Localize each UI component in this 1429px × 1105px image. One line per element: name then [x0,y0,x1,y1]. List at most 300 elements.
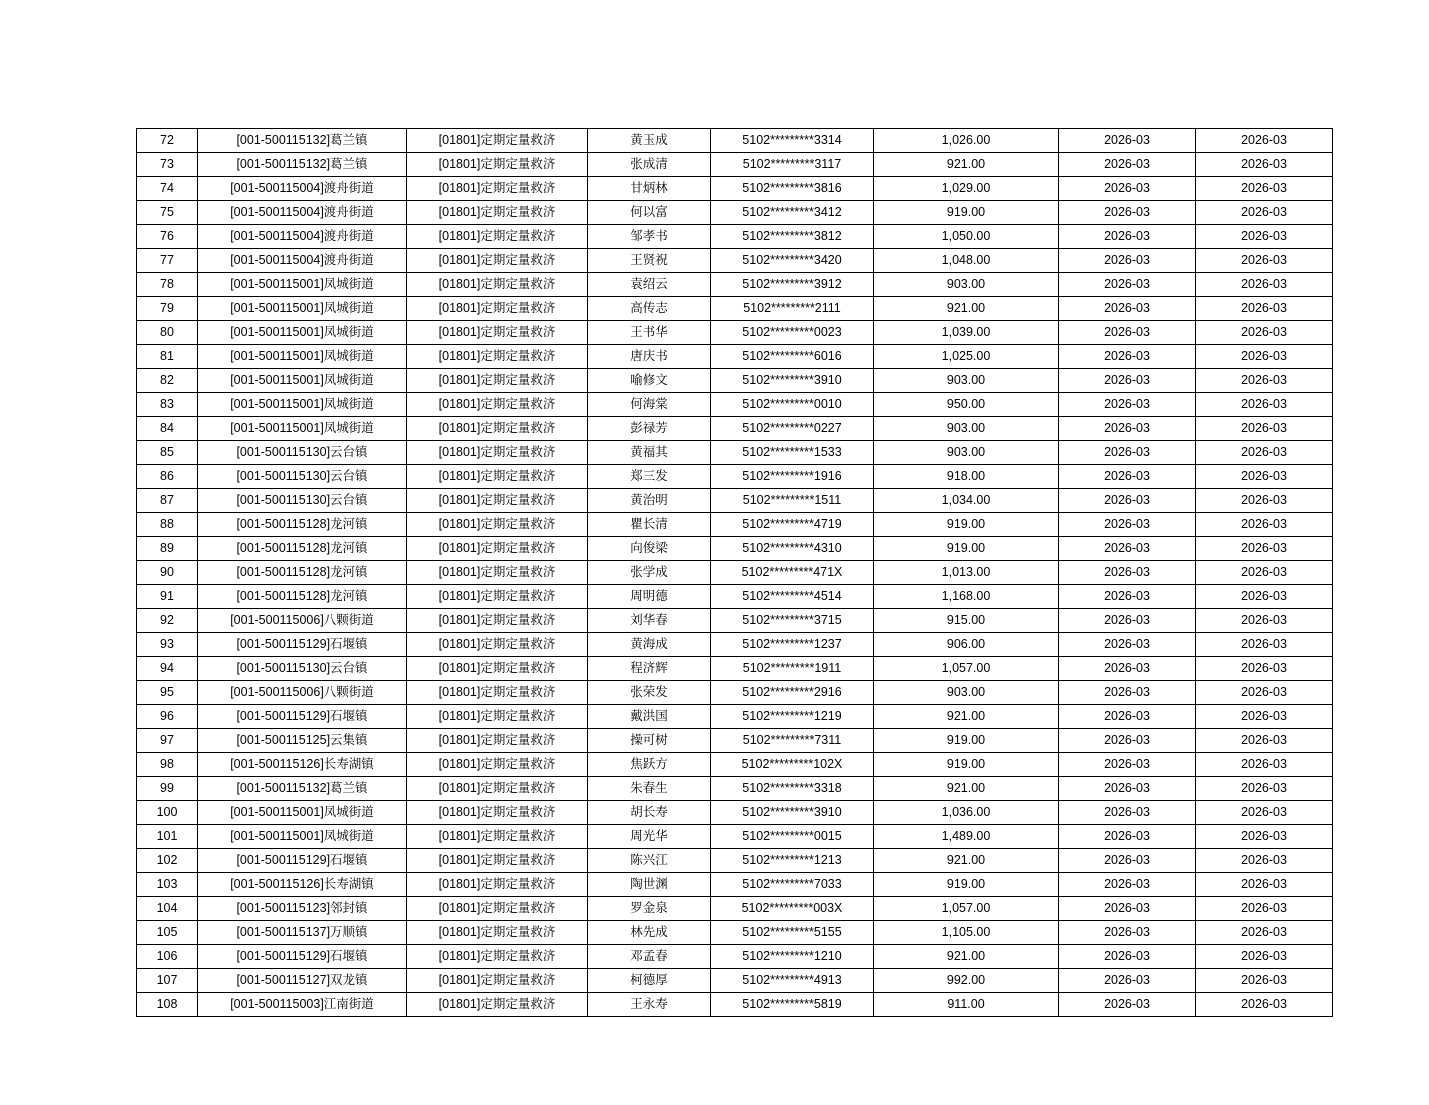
row-month-end: 2026-03 [1196,945,1333,969]
row-month-end: 2026-03 [1196,561,1333,585]
row-id-number: 5102*********4719 [711,513,874,537]
table-row [137,897,1333,921]
row-amount: 903.00 [874,273,1059,297]
row-relief-type: [01801]定期定量救济 [407,225,588,249]
row-person-name: 周光华 [588,825,711,849]
row-area: [001-500115001]凤城街道 [198,273,407,297]
row-amount: 919.00 [874,753,1059,777]
table-row [137,177,1333,201]
row-relief-type: [01801]定期定量救济 [407,777,588,801]
row-month-start: 2026-03 [1059,441,1196,465]
row-month-end: 2026-03 [1196,537,1333,561]
row-relief-type: [01801]定期定量救济 [407,465,588,489]
row-relief-type: [01801]定期定量救济 [407,873,588,897]
row-relief-type: [01801]定期定量救济 [407,489,588,513]
row-relief-type: [01801]定期定量救济 [407,417,588,441]
row-relief-type: [01801]定期定量救济 [407,633,588,657]
row-month-end: 2026-03 [1196,393,1333,417]
row-month-end: 2026-03 [1196,633,1333,657]
table-row [137,705,1333,729]
row-month-start: 2026-03 [1059,153,1196,177]
row-person-name: 林先成 [588,921,711,945]
table-row [137,777,1333,801]
row-person-name: 王书华 [588,321,711,345]
row-area: [001-500115001]凤城街道 [198,345,407,369]
row-month-start: 2026-03 [1059,729,1196,753]
row-amount: 992.00 [874,969,1059,993]
row-relief-type: [01801]定期定量救济 [407,441,588,465]
row-month-start: 2026-03 [1059,513,1196,537]
row-month-start: 2026-03 [1059,753,1196,777]
row-person-name: 高传志 [588,297,711,321]
table-row [137,801,1333,825]
row-amount: 911.00 [874,993,1059,1017]
row-id-number: 5102*********003X [711,897,874,921]
row-month-start: 2026-03 [1059,657,1196,681]
row-relief-type: [01801]定期定量救济 [407,345,588,369]
row-id-number: 5102*********0227 [711,417,874,441]
row-id-number: 5102*********1213 [711,849,874,873]
table-row [137,393,1333,417]
row-id-number: 5102*********3420 [711,249,874,273]
row-person-name: 操可树 [588,729,711,753]
row-area: [001-500115129]石堰镇 [198,705,407,729]
row-person-name: 唐庆书 [588,345,711,369]
row-month-start: 2026-03 [1059,633,1196,657]
table-row [137,273,1333,297]
row-area: [001-500115130]云台镇 [198,657,407,681]
table-row [137,465,1333,489]
row-relief-type: [01801]定期定量救济 [407,705,588,729]
row-month-end: 2026-03 [1196,801,1333,825]
row-person-name: 柯德厚 [588,969,711,993]
row-relief-type: [01801]定期定量救济 [407,369,588,393]
row-month-start: 2026-03 [1059,897,1196,921]
row-index: 76 [137,225,198,249]
row-index: 93 [137,633,198,657]
row-person-name: 戴洪国 [588,705,711,729]
row-relief-type: [01801]定期定量救济 [407,801,588,825]
table-row [137,585,1333,609]
row-month-end: 2026-03 [1196,585,1333,609]
row-amount: 1,036.00 [874,801,1059,825]
row-relief-type: [01801]定期定量救济 [407,537,588,561]
table-row [137,153,1333,177]
row-amount: 1,168.00 [874,585,1059,609]
row-amount: 1,057.00 [874,657,1059,681]
row-area: [001-500115130]云台镇 [198,465,407,489]
table-row [137,969,1333,993]
row-id-number: 5102*********0015 [711,825,874,849]
row-id-number: 5102*********3912 [711,273,874,297]
row-area: [001-500115129]石堰镇 [198,945,407,969]
row-amount: 921.00 [874,849,1059,873]
row-id-number: 5102*********3318 [711,777,874,801]
row-id-number: 5102*********1533 [711,441,874,465]
row-month-start: 2026-03 [1059,801,1196,825]
row-person-name: 张成清 [588,153,711,177]
row-index: 89 [137,537,198,561]
row-index: 95 [137,681,198,705]
row-person-name: 程济辉 [588,657,711,681]
row-area: [001-500115128]龙河镇 [198,561,407,585]
row-amount: 921.00 [874,153,1059,177]
table-row [137,537,1333,561]
row-id-number: 5102*********4913 [711,969,874,993]
table-row [137,945,1333,969]
row-month-start: 2026-03 [1059,369,1196,393]
table-row [137,345,1333,369]
row-month-end: 2026-03 [1196,369,1333,393]
row-amount: 919.00 [874,873,1059,897]
row-person-name: 黄治明 [588,489,711,513]
row-month-end: 2026-03 [1196,417,1333,441]
row-id-number: 5102*********5155 [711,921,874,945]
row-month-start: 2026-03 [1059,945,1196,969]
row-relief-type: [01801]定期定量救济 [407,849,588,873]
row-relief-type: [01801]定期定量救济 [407,969,588,993]
row-id-number: 5102*********1210 [711,945,874,969]
row-amount: 1,048.00 [874,249,1059,273]
row-index: 96 [137,705,198,729]
row-area: [001-500115130]云台镇 [198,489,407,513]
row-relief-type: [01801]定期定量救济 [407,681,588,705]
row-month-end: 2026-03 [1196,609,1333,633]
row-person-name: 朱春生 [588,777,711,801]
row-area: [001-500115126]长寿湖镇 [198,753,407,777]
row-month-start: 2026-03 [1059,225,1196,249]
row-area: [001-500115126]长寿湖镇 [198,873,407,897]
row-id-number: 5102*********3812 [711,225,874,249]
table-body [137,129,1333,1017]
row-amount: 921.00 [874,705,1059,729]
row-amount: 950.00 [874,393,1059,417]
row-id-number: 5102*********3117 [711,153,874,177]
row-relief-type: [01801]定期定量救济 [407,921,588,945]
row-amount: 1,034.00 [874,489,1059,513]
row-month-end: 2026-03 [1196,777,1333,801]
row-id-number: 5102*********3816 [711,177,874,201]
row-relief-type: [01801]定期定量救济 [407,297,588,321]
row-area: [001-500115001]凤城街道 [198,801,407,825]
row-area: [001-500115006]八颗街道 [198,609,407,633]
table-row [137,561,1333,585]
row-month-end: 2026-03 [1196,321,1333,345]
row-month-start: 2026-03 [1059,129,1196,153]
row-month-start: 2026-03 [1059,969,1196,993]
row-month-end: 2026-03 [1196,177,1333,201]
row-person-name: 黄海成 [588,633,711,657]
row-month-start: 2026-03 [1059,609,1196,633]
row-amount: 921.00 [874,297,1059,321]
row-month-start: 2026-03 [1059,273,1196,297]
row-area: [001-500115132]葛兰镇 [198,777,407,801]
table-row [137,441,1333,465]
table-row [137,417,1333,441]
row-person-name: 邹孝书 [588,225,711,249]
row-relief-type: [01801]定期定量救济 [407,513,588,537]
row-index: 75 [137,201,198,225]
table-row [137,633,1333,657]
row-month-end: 2026-03 [1196,225,1333,249]
row-id-number: 5102*********1237 [711,633,874,657]
row-relief-type: [01801]定期定量救济 [407,729,588,753]
table-row [137,849,1333,873]
row-index: 87 [137,489,198,513]
row-amount: 1,489.00 [874,825,1059,849]
row-month-start: 2026-03 [1059,993,1196,1017]
row-id-number: 5102*********6016 [711,345,874,369]
row-month-end: 2026-03 [1196,153,1333,177]
row-amount: 903.00 [874,441,1059,465]
row-area: [001-500115004]渡舟街道 [198,225,407,249]
row-index: 100 [137,801,198,825]
row-relief-type: [01801]定期定量救济 [407,249,588,273]
row-amount: 903.00 [874,681,1059,705]
row-id-number: 5102*********1511 [711,489,874,513]
row-month-start: 2026-03 [1059,393,1196,417]
row-area: [001-500115132]葛兰镇 [198,153,407,177]
row-index: 99 [137,777,198,801]
row-relief-type: [01801]定期定量救济 [407,993,588,1017]
row-person-name: 黄玉成 [588,129,711,153]
row-person-name: 何海棠 [588,393,711,417]
row-month-end: 2026-03 [1196,297,1333,321]
row-relief-type: [01801]定期定量救济 [407,753,588,777]
row-id-number: 5102*********4310 [711,537,874,561]
row-amount: 1,026.00 [874,129,1059,153]
row-id-number: 5102*********102X [711,753,874,777]
row-amount: 1,025.00 [874,345,1059,369]
table-row [137,729,1333,753]
row-month-start: 2026-03 [1059,681,1196,705]
row-area: [001-500115130]云台镇 [198,441,407,465]
row-month-start: 2026-03 [1059,489,1196,513]
row-month-end: 2026-03 [1196,513,1333,537]
row-person-name: 周明德 [588,585,711,609]
row-person-name: 瞿长清 [588,513,711,537]
row-month-end: 2026-03 [1196,921,1333,945]
row-id-number: 5102*********3910 [711,369,874,393]
row-amount: 1,050.00 [874,225,1059,249]
relief-payments-table [136,128,1333,1017]
row-person-name: 郑三发 [588,465,711,489]
row-month-start: 2026-03 [1059,297,1196,321]
row-index: 84 [137,417,198,441]
row-area: [001-500115004]渡舟街道 [198,201,407,225]
row-amount: 919.00 [874,729,1059,753]
row-index: 108 [137,993,198,1017]
row-id-number: 5102*********471X [711,561,874,585]
row-month-start: 2026-03 [1059,849,1196,873]
row-index: 103 [137,873,198,897]
row-person-name: 陈兴江 [588,849,711,873]
row-amount: 1,029.00 [874,177,1059,201]
table-row [137,225,1333,249]
row-index: 82 [137,369,198,393]
data-table-container [136,128,1292,1017]
row-month-end: 2026-03 [1196,873,1333,897]
row-area: [001-500115132]葛兰镇 [198,129,407,153]
row-month-start: 2026-03 [1059,873,1196,897]
row-month-end: 2026-03 [1196,129,1333,153]
row-area: [001-500115006]八颗街道 [198,681,407,705]
row-month-start: 2026-03 [1059,561,1196,585]
row-area: [001-500115123]邻封镇 [198,897,407,921]
row-index: 90 [137,561,198,585]
table-row [137,873,1333,897]
row-person-name: 邓孟春 [588,945,711,969]
row-area: [001-500115128]龙河镇 [198,537,407,561]
row-amount: 903.00 [874,417,1059,441]
row-person-name: 向俊梁 [588,537,711,561]
row-area: [001-500115001]凤城街道 [198,825,407,849]
row-month-end: 2026-03 [1196,249,1333,273]
row-person-name: 甘炳林 [588,177,711,201]
row-person-name: 王永寿 [588,993,711,1017]
row-month-end: 2026-03 [1196,657,1333,681]
row-person-name: 彭禄芳 [588,417,711,441]
row-relief-type: [01801]定期定量救济 [407,825,588,849]
row-relief-type: [01801]定期定量救济 [407,321,588,345]
row-id-number: 5102*********2916 [711,681,874,705]
row-month-start: 2026-03 [1059,201,1196,225]
row-index: 78 [137,273,198,297]
row-relief-type: [01801]定期定量救济 [407,273,588,297]
row-month-start: 2026-03 [1059,777,1196,801]
row-person-name: 张学成 [588,561,711,585]
row-relief-type: [01801]定期定量救济 [407,129,588,153]
row-month-start: 2026-03 [1059,537,1196,561]
table-row [137,369,1333,393]
row-index: 77 [137,249,198,273]
row-person-name: 张荣发 [588,681,711,705]
row-month-end: 2026-03 [1196,753,1333,777]
row-area: [001-500115128]龙河镇 [198,513,407,537]
row-index: 85 [137,441,198,465]
row-id-number: 5102*********1911 [711,657,874,681]
row-person-name: 刘华春 [588,609,711,633]
row-relief-type: [01801]定期定量救济 [407,561,588,585]
row-person-name: 焦跃方 [588,753,711,777]
row-id-number: 5102*********3715 [711,609,874,633]
row-month-start: 2026-03 [1059,921,1196,945]
row-index: 86 [137,465,198,489]
row-id-number: 5102*********2111 [711,297,874,321]
table-row [137,249,1333,273]
row-month-end: 2026-03 [1196,441,1333,465]
row-index: 81 [137,345,198,369]
row-month-start: 2026-03 [1059,249,1196,273]
row-relief-type: [01801]定期定量救济 [407,585,588,609]
row-index: 80 [137,321,198,345]
row-id-number: 5102*********3412 [711,201,874,225]
row-month-end: 2026-03 [1196,681,1333,705]
table-row [137,489,1333,513]
row-area: [001-500115137]万顺镇 [198,921,407,945]
row-index: 102 [137,849,198,873]
row-month-start: 2026-03 [1059,345,1196,369]
row-index: 104 [137,897,198,921]
row-id-number: 5102*********3314 [711,129,874,153]
row-index: 105 [137,921,198,945]
row-relief-type: [01801]定期定量救济 [407,897,588,921]
table-row [137,993,1333,1017]
row-area: [001-500115125]云集镇 [198,729,407,753]
row-area: [001-500115003]江南街道 [198,993,407,1017]
row-area: [001-500115001]凤城街道 [198,321,407,345]
row-id-number: 5102*********3910 [711,801,874,825]
row-month-end: 2026-03 [1196,993,1333,1017]
table-row [137,201,1333,225]
row-amount: 903.00 [874,369,1059,393]
row-amount: 1,057.00 [874,897,1059,921]
row-person-name: 喻修文 [588,369,711,393]
row-month-start: 2026-03 [1059,705,1196,729]
row-id-number: 5102*********0023 [711,321,874,345]
row-relief-type: [01801]定期定量救济 [407,153,588,177]
row-area: [001-500115004]渡舟街道 [198,249,407,273]
row-index: 107 [137,969,198,993]
row-id-number: 5102*********4514 [711,585,874,609]
row-relief-type: [01801]定期定量救济 [407,609,588,633]
row-amount: 906.00 [874,633,1059,657]
row-index: 79 [137,297,198,321]
row-amount: 921.00 [874,945,1059,969]
row-relief-type: [01801]定期定量救济 [407,393,588,417]
table-row [137,825,1333,849]
row-amount: 1,105.00 [874,921,1059,945]
row-amount: 921.00 [874,777,1059,801]
row-amount: 918.00 [874,465,1059,489]
table-row [137,921,1333,945]
row-month-start: 2026-03 [1059,825,1196,849]
row-amount: 915.00 [874,609,1059,633]
row-amount: 919.00 [874,537,1059,561]
row-month-end: 2026-03 [1196,897,1333,921]
table-row [137,657,1333,681]
row-person-name: 陶世渊 [588,873,711,897]
row-month-end: 2026-03 [1196,201,1333,225]
row-id-number: 5102*********0010 [711,393,874,417]
row-index: 83 [137,393,198,417]
row-month-start: 2026-03 [1059,417,1196,441]
row-month-end: 2026-03 [1196,849,1333,873]
table-row [137,753,1333,777]
row-person-name: 罗金泉 [588,897,711,921]
row-index: 106 [137,945,198,969]
table-row [137,609,1333,633]
table-row [137,129,1333,153]
row-relief-type: [01801]定期定量救济 [407,945,588,969]
row-amount: 1,013.00 [874,561,1059,585]
row-amount: 919.00 [874,201,1059,225]
row-index: 72 [137,129,198,153]
row-id-number: 5102*********1219 [711,705,874,729]
row-month-start: 2026-03 [1059,177,1196,201]
row-amount: 1,039.00 [874,321,1059,345]
row-area: [001-500115001]凤城街道 [198,393,407,417]
row-id-number: 5102*********7311 [711,729,874,753]
row-month-end: 2026-03 [1196,825,1333,849]
row-relief-type: [01801]定期定量救济 [407,657,588,681]
row-area: [001-500115001]凤城街道 [198,369,407,393]
row-index: 92 [137,609,198,633]
row-area: [001-500115128]龙河镇 [198,585,407,609]
row-month-end: 2026-03 [1196,705,1333,729]
row-month-end: 2026-03 [1196,729,1333,753]
row-index: 91 [137,585,198,609]
